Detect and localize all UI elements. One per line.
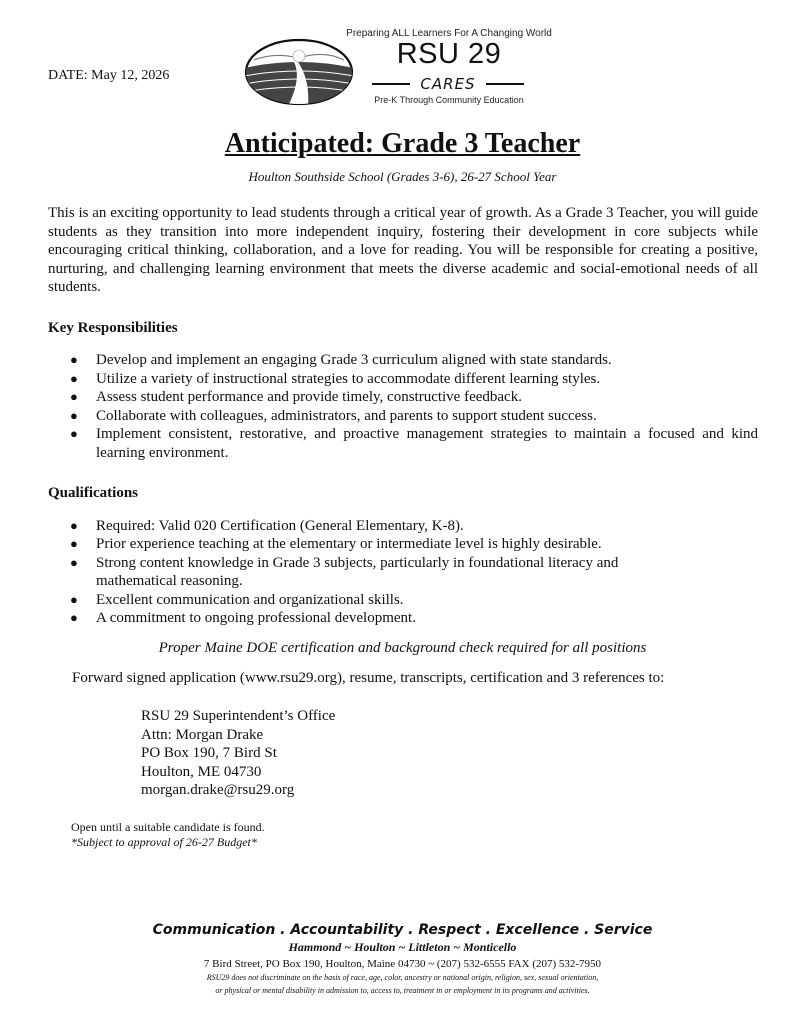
address-line: Attn: Morgan Drake — [141, 726, 264, 743]
road-landscape-logo-icon — [244, 38, 354, 106]
member-towns: Hammond ~ Houlton ~ Littleton ~ Monticello — [288, 940, 517, 954]
list-item: ● Assess student performance and provide timely, constructive feedback. — [48, 388, 758, 407]
list-item: ● Utilize a variety of instructional strategies to accommodate different learning styles. — [48, 370, 758, 389]
main-content — [48, 204, 758, 628]
address-line: PO Box 190, 7 Bird St — [141, 745, 277, 761]
list-item: ● Required: Valid 020 Certification (General Elementary, K-8). — [48, 517, 758, 536]
letterhead — [244, 28, 564, 110]
email-address[interactable]: morgan.drake@rsu29.org — [141, 782, 295, 798]
address-line: RSU 29 Superintendent’s Office — [141, 708, 336, 724]
intro-paragraph: This is an exciting opportunity to lead students through a critical year of growth. As a Grade 3 Teacher, you will guide students as they transition into more independent inquiry, fostering their development in core subjects while encouraging critical thinking, collaboration, and a love for reading. You will be responsible for creating a positive, nurturing, and challenging learning environment that meets the diverse academic and social-emotional needs of all students. — [48, 205, 758, 295]
divider-right — [486, 83, 524, 85]
district-name: RSU 29 — [396, 38, 502, 70]
forward-instructions: Forward signed application (www.rsu29.org), resume, transcripts, certification and 3 references to: — [72, 670, 665, 686]
core-values: Communication . Accountability . Respect . Excellence . Service — [152, 922, 653, 938]
cares-row — [356, 74, 540, 94]
address-line: Houlton, ME 04730 — [141, 763, 262, 780]
open-until-text: Open until a suitable candidate is found. — [71, 820, 265, 834]
divider-left — [372, 83, 410, 85]
responsibilities-list — [48, 351, 758, 462]
posting-status — [71, 820, 265, 850]
cares-label: CARES — [420, 75, 476, 93]
district-contact: 7 Bird Street, PO Box 190, Houlton, Maine 04730 ~ (207) 532-6555 FAX (207) 532-7950 — [203, 958, 602, 970]
list-item: ● Collaborate with colleagues, administrators, and parents to support student success. — [48, 407, 758, 426]
page-subtitle: Houlton Southside School (Grades 3-6), 26-27 School Year — [248, 169, 557, 184]
list-item: ● Develop and implement an engaging Grade 3 curriculum aligned with state standards. — [48, 351, 758, 370]
qualifications-list — [48, 517, 758, 628]
subline: Pre-K Through Community Education — [374, 95, 524, 105]
certification-note: Proper Maine DOE certification and background check required for all positions — [158, 640, 647, 656]
budget-note: *Subject to approval of 26-27 Budget* — [71, 835, 257, 849]
nondiscrimination-line-1: RSU29 does not discriminate on the basis of race, age, color, ancestry or national origin, religion, sex, sexual orientation, — [206, 973, 599, 982]
list-item: ● Strong content knowledge in Grade 3 subjects, particularly in foundational literacy and mathematical reasoning. — [48, 554, 758, 591]
footer — [0, 922, 805, 996]
list-item: ● Excellent communication and organizational skills. — [48, 591, 758, 610]
list-item: ● A commitment to ongoing professional development. — [48, 609, 758, 628]
date-line: DATE: May 12, 2026 — [48, 68, 170, 83]
list-item: ● Prior experience teaching at the elementary or intermediate level is highly desirable. — [48, 535, 758, 554]
page-title: Anticipated: Grade 3 Teacher — [224, 128, 581, 159]
mailing-address — [141, 707, 335, 800]
list-item: ● Implement consistent, restorative, and proactive management strategies to maintain a focused and kind learning environment. — [48, 425, 758, 462]
tagline: Preparing ALL Learners For A Changing World — [346, 28, 552, 39]
nondiscrimination-line-2: or physical or mental disability in admission to, access to, treatment in or employment in its programs and activities. — [215, 986, 590, 995]
qualifications-heading: Qualifications — [48, 485, 139, 501]
responsibilities-heading: Key Responsibilities — [48, 319, 178, 336]
